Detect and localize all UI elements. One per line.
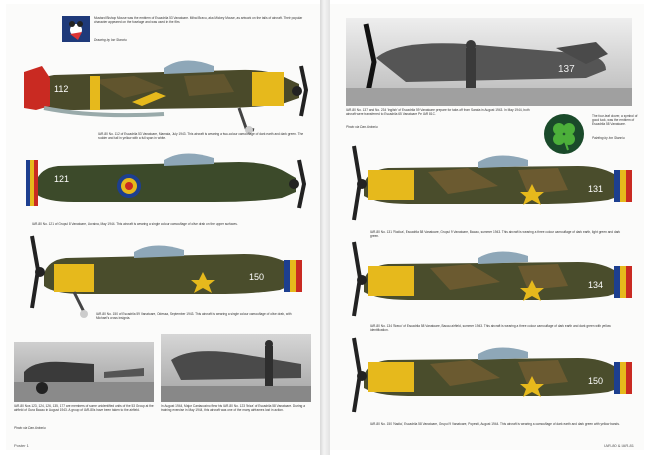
photo-1-credit: Photo via Dan Antoniu: [14, 426, 46, 430]
aircraft-profile-112: [14, 48, 314, 134]
photo-2-caption: In August 1944, Major Cantacuzino flew his IAR-80 No. 123 'Ibiza' of Escadrila 58 Vanatoare. During a training exercise in May 1944, this aircraft was one of the many airframes lost in action.: [161, 404, 305, 413]
aircraft-2-code: 121: [54, 174, 70, 184]
aircraft-3-code: 150: [249, 272, 265, 282]
left-page: [6, 4, 320, 450]
left-page-footer: Poster 1: [14, 443, 29, 448]
photo-top-credit: Photo via Dan Antoniu: [346, 125, 378, 129]
aircraft-5-caption: IAR-80 No. 134 'Bravo' of Escadrila 58 Vanatoare, Bacau airfield, summer 1943. This aircraft is wearing a three colour camouflage of dark earth and dark green with yellow identification.: [370, 324, 611, 333]
aircraft-6-caption: IAR-80 No. 150 'Nadia', Escadrila 58 Vanatoare, Grupul 9 Vanatoare, Popesti, August 1944. This aircraft is wearing a camouflage of dark earth and dark green with yellow bands.: [370, 422, 620, 426]
photo-top-code: 137: [558, 64, 575, 75]
right-page: [330, 4, 644, 450]
aircraft-4-caption: IAR-80 No. 131 'Rodica', Escadrila 58 Vanatoare, Grupul 9 Vanatoare, Bacau, summer 1943. This aircraft is wearing a three colour camouflage of dark earth, light green and dark green.: [370, 230, 621, 239]
mouse-emblem-icon: [62, 16, 90, 42]
bw-photo-aircraft-137: [346, 18, 632, 106]
aircraft-profile-121: [14, 146, 314, 222]
aircraft-2-caption: IAR-80 No. 121 of Grupul 8 Vanatoare, Ucraina, May 1944. This aircraft is wearing a single colour camouflage of olive drab on the upper surfaces.: [32, 222, 238, 226]
emblem-caption: Mustard Bishop Mouse was the emblem of Escadrila 53 Vanatoare. Mihai Bravu, aka Mickey Mouse, as artwork on the tails of aircraft. Their popular character appeared on the fuselage and was used in the film.: [94, 16, 303, 25]
aircraft-1-caption: IAR-80 No. 112 of Escadrila 53 Vanatoare, Mamaia, July 1943. This aircraft is wearing a two-colour camouflage of dark earth and dark green. The rudder and tail in yellow with a full span in white.: [98, 132, 304, 141]
aircraft-4-code: 131: [588, 184, 604, 194]
aircraft-6-code: 150: [588, 376, 604, 386]
aircraft-5-code: 134: [588, 280, 604, 290]
right-page-footer: IAR-80 & IAR-81: [604, 443, 634, 448]
clover-caption: The four-leaf clover, a symbol of good luck, was the emblem of Escadrila 58 Vanatoare.: [592, 114, 638, 127]
photo-top-caption: IAR-80 No. 137 and No. 234 'Inglish' of Escadrila 59 Vanatoare prepare for take-off from Sarata in August 1943. In May 1944, both aircraft were transferred to Escadrila 65 Vanatoare Pe IAR 81C.: [346, 108, 530, 117]
emblem-credit: Drawing by Ion Stanciu: [94, 38, 127, 42]
book-gutter: [320, 0, 330, 455]
bw-photo-airfield: [14, 342, 154, 402]
photo-1-caption: IAR-80 Nos 123, 124, 126, 135, 177 are members of some unidentified units of the 53 Group at the airfield of Gura Bacau in August 1943. A group of IAR-80s have been taken to the airfield.: [14, 404, 154, 413]
aircraft-profile-134: [338, 236, 638, 326]
clover-credit: Painting by Ion Stanciu: [592, 136, 625, 140]
aircraft-1-code: 112: [54, 84, 69, 94]
aircraft-profile-150-right: [338, 330, 638, 424]
aircraft-3-caption: IAR-80 No. 150 of Escadrila 59 Vanatoare, Odessa, September 1943. This aircraft is wearing a single colour camouflage of olive drab, with Michael's cross insignia.: [96, 312, 292, 321]
aircraft-profile-131: [338, 138, 638, 232]
aircraft-profile-150: [14, 230, 314, 322]
bw-photo-pilot: [161, 334, 311, 402]
